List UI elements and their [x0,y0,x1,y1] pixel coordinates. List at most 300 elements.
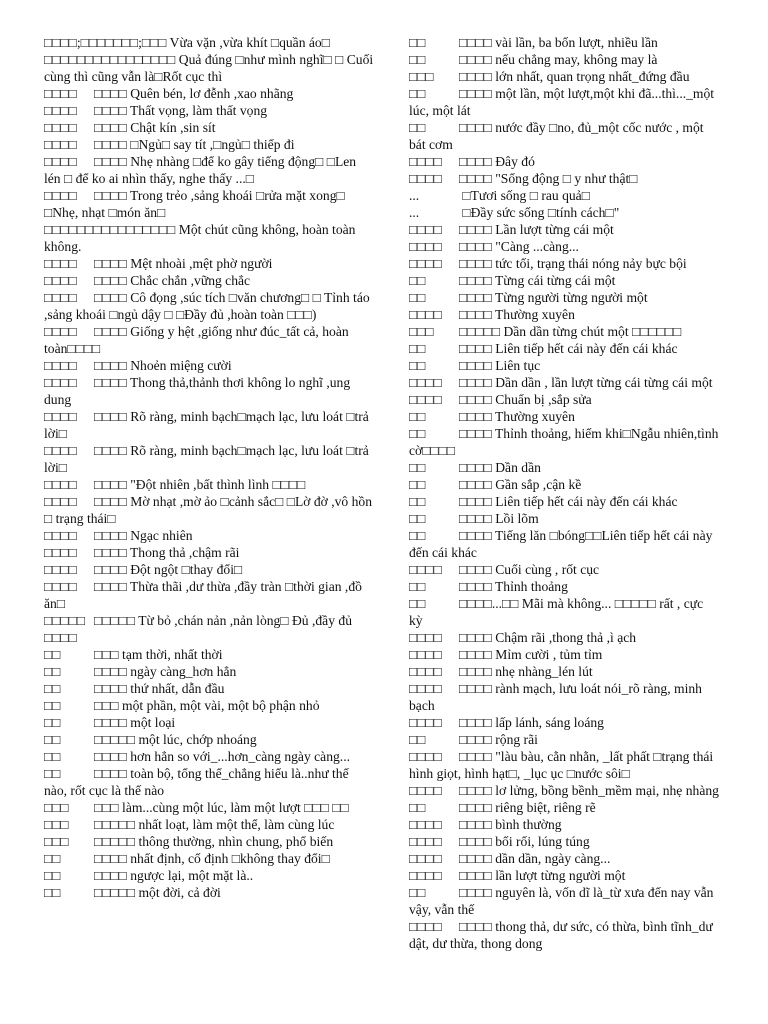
term: □□□□ [409,239,442,254]
vocab-entry [44,255,374,272]
term-reading: □□□□ [459,358,492,373]
term-reading: □□□□ [94,664,127,679]
vocab-entry [44,357,374,374]
term-reading: □□□□ [94,851,127,866]
vocab-entry [409,68,719,85]
vocab-entry [409,527,719,561]
term-reading: □□□□ [94,681,127,696]
vocab-entry [44,272,374,289]
meaning: Nhẹ nhàng □để ko gây tiếng động□ □Len lén □ để ko ai nhìn thấy, nghe thấy ...□ [44,154,357,186]
term: □□□□□□□□ [44,222,110,237]
vocab-entry [409,782,719,799]
term: □□□□ [409,851,442,866]
term: □□□□ [44,545,77,560]
term: □□ [409,528,426,543]
meaning: nước đầy □no, đủ_một cốc nước , một bát cơm [409,120,704,152]
term: □□ [44,681,61,696]
term: □□□□ [44,120,77,135]
meaning: lớn nhất, quan trọng nhất_đứng đầu [491,69,690,84]
meaning: Tiếng lăn □bóng□□Liên tiếp hết cái này đến cái khác [409,528,713,560]
meaning: Rõ ràng, minh bạch□mạch lạc, lưu loát □trả lời□ [44,409,369,441]
term-reading: □□□□ [459,664,492,679]
term: □□ [44,715,61,730]
meaning: Thường xuyên [491,307,575,322]
term-reading: □□□□ [94,137,127,152]
term-reading: □□□□ [459,732,492,747]
term: □□ [409,494,426,509]
vocab-entry [44,221,374,255]
term-reading: □□□□ [459,817,492,832]
vocab-entry [44,748,374,765]
term: □□ [44,749,61,764]
term-reading: □□□□ [94,477,127,492]
vocab-entry [44,867,374,884]
vocab-entry [44,646,374,663]
term-reading: □□□□ [459,52,492,67]
meaning: Dần dần từng chút một □□□□□□ [500,324,682,339]
term: □□□□ [409,171,442,186]
term-reading: □□□□ [459,273,492,288]
vocab-entry [44,833,374,850]
term-reading: □□□□ [459,154,492,169]
term: □□ [409,800,426,815]
term-reading: □□□□□ [94,613,136,628]
vocab-entry [409,850,719,867]
meaning: Gần sắp ,cận kề [491,477,582,492]
meaning: lơ lửng, bồng bềnh_mềm mại, nhẹ nhàng [491,783,719,798]
meaning: thong thả, dư sức, có thừa, bình tĩnh_dư dật, dư thừa, thong dong [409,919,713,951]
vocab-entry [44,714,374,731]
term-reading: □□□□ [459,630,492,645]
meaning: Thừa thãi ,dư thừa ,đầy tràn □thời gian ,đồ ăn□ [44,579,362,611]
meaning: một đời, cả đời [135,885,221,900]
term-reading: □□□□ [94,579,127,594]
vocab-entry [409,493,719,510]
term-reading: □□□□□ [94,885,136,900]
meaning: bình thường [491,817,562,832]
term: □□□□ [44,409,77,424]
vocab-entry [44,442,374,476]
vocab-entry [44,153,374,187]
term-reading: □□□□;□□□ [105,35,167,50]
meaning: Lồi lõm [491,511,539,526]
vocab-entry [44,34,374,51]
vocab-entry [409,748,719,782]
meaning: Thỉnh thoảng, hiếm khi□Ngẫu nhiên,tình cờ□□□□ [409,426,719,458]
term: □□□□□□□□ [44,52,110,67]
vocab-entry [409,680,719,714]
term: □□□□ [409,375,442,390]
vocab-entry [409,34,719,51]
vocab-entry [409,187,719,204]
term-reading: □□□□ [459,35,492,50]
meaning: lần lượt từng người một [491,868,626,883]
term-reading: □□□□ [94,120,127,135]
term: □□□□ [409,834,442,849]
meaning: □Tươi sống □ rau quả□ [459,188,590,203]
meaning: "làu bàu, cằn nhằn, _lất phất □trạng thái hình giọt, hình hạt□, _lục ục □nước sôi□ [409,749,714,781]
term-reading: □□□□ [459,749,492,764]
vocab-entry [409,884,719,918]
vocab-entry [409,425,719,459]
term-reading: □□□□ [94,188,127,203]
vocab-entry [409,731,719,748]
vocab-entry [44,612,374,646]
meaning: nhẹ nhàng_lén lút [491,664,593,679]
meaning: Từng người từng người một [491,290,648,305]
meaning: □Ngủ□ say tít ,□ngủ□ thiếp đi [126,137,295,152]
vocab-entry [44,884,374,901]
term: □□□□ [409,630,442,645]
meaning: Lần lượt từng cái một [491,222,614,237]
vocab-entry [44,102,374,119]
term-reading: □□□□ [459,426,492,441]
term: □□□□;□□□ [44,35,106,50]
term: □□□□ [44,477,77,492]
term: □□□□ [409,749,442,764]
vocab-entry [44,187,374,221]
term-reading: □□□□ [459,800,492,815]
vocab-entry [44,136,374,153]
vocab-entry [44,51,374,85]
vocab-entry [409,714,719,731]
term: □□ [409,511,426,526]
vocab-entry [409,51,719,68]
meaning: ngược lại, một mặt là.. [126,868,254,883]
meaning: toàn bộ, tổng thể_chẳng hiểu là..như thế nào, rốt cục là thế nào [44,766,349,798]
vocab-entry [409,255,719,272]
meaning: Ngạc nhiên [126,528,193,543]
vocab-entry [44,493,374,527]
term: □□ [409,409,426,424]
meaning: một loại [126,715,176,730]
right-column [409,34,719,952]
vocab-entry [409,119,719,153]
term-reading: □□□□ [94,154,127,169]
meaning: Chậm rãi ,thong thả ,ì ạch [491,630,637,645]
term-reading: □□□□ [94,273,127,288]
meaning: bối rối, lúng túng [491,834,590,849]
term-reading: □□□□ [459,868,492,883]
vocab-entry [44,697,374,714]
term: □□□□ [44,375,77,390]
vocab-entry [409,238,719,255]
term-reading: □□□□ [459,171,492,186]
term: □□ [44,664,61,679]
term: □□ [409,273,426,288]
vocab-entry [44,799,374,816]
term-reading: □□□□□ [459,324,501,339]
term: □□□□ [44,579,77,594]
vocab-entry [44,408,374,442]
term-reading: □□□□ [459,783,492,798]
meaning: Thong thả ,chậm rãi [126,545,240,560]
term: □□□□ [44,324,77,339]
term: □□□□ [409,817,442,832]
term: □□ [409,579,426,594]
term: □□□□ [409,868,442,883]
term-reading: □□□ [94,698,119,713]
term: □□□□ [409,715,442,730]
meaning: ngày càng_hơn hẳn [126,664,237,679]
vocab-entry [409,459,719,476]
meaning: Liên tiếp hết cái này đến cái khác [491,494,678,509]
meaning: lấp lánh, sáng loáng [491,715,604,730]
meaning: Cuối cùng , rốt cục [491,562,600,577]
term-reading: □□□□ [459,341,492,356]
term-reading: □□□□ [459,562,492,577]
vocab-entry [409,306,719,323]
term-reading: □□□□ [94,715,127,730]
term: □□□□ [44,86,77,101]
meaning: một phần, một vài, một bộ phận nhỏ [118,698,320,713]
term-reading: □□□□ [459,851,492,866]
vocab-entry [409,867,719,884]
term: □□□□□ [44,613,86,628]
vocab-entry [44,527,374,544]
term: ... [409,188,420,203]
term: □□□ [44,817,69,832]
vocab-entry [44,680,374,697]
term-reading: □□□□ [459,647,492,662]
meaning: Thong thả,thảnh thơi không lo nghĩ ,ung dung [44,375,351,407]
term: □□ [44,732,61,747]
meaning: tức tối, trạng thái nóng nảy bực bội [491,256,687,271]
vocab-entry [409,918,719,952]
meaning: dần dần, ngày càng... [491,851,611,866]
vocab-entry [409,578,719,595]
meaning: Quả đúng □như mình nghĩ□ □ Cuối cùng thì cũng vẫn là□Rốt cục thì [44,52,374,84]
meaning: Dần dần , lần lượt từng cái từng cái một [491,375,713,390]
term: □□ [409,885,426,900]
meaning: Chật kín ,sin sít [126,120,216,135]
term-reading: □□□□ [94,375,127,390]
term-reading: □□□□ [459,579,492,594]
meaning: Quên bén, lơ đễnh ,xao nhãng [126,86,294,101]
vocab-entry [409,374,719,391]
vocab-entry [409,646,719,663]
term-reading: □□□□ [459,834,492,849]
term: □□ [44,647,61,662]
term-reading: □□□□ [94,358,127,373]
meaning: nguyên là, vốn dĩ là_từ xưa đến nay vẫn vậy, vẫn thế [409,885,714,917]
term-reading: □□□□ [94,749,127,764]
term: □□ [409,52,426,67]
meaning: nhất loạt, làm một thể, làm cùng lúc [135,817,335,832]
meaning: Rõ ràng, minh bạch□mạch lạc, lưu loát □trả lời□ [44,443,369,475]
term: □□□□ [409,783,442,798]
term: □□ [409,341,426,356]
meaning: nhất định, cố định □không thay đổi□ [126,851,330,866]
term: □□□□ [409,392,442,407]
term: □□ [44,868,61,883]
term: □□ [409,460,426,475]
meaning: làm...cùng một lúc, làm một lượt □□□ □□ [118,800,349,815]
meaning: tạm thời, nhất thời [118,647,223,662]
term-reading: □□□□□ [94,817,136,832]
term-reading: □□□□ [94,290,127,305]
meaning: Trong trẻo ,sảng khoái □rửa mặt xong□ □Nhẹ, nhạt □món ăn□ [44,188,345,220]
vocab-entry [409,340,719,357]
term-reading: □□□□ [459,120,492,135]
vocab-entry [409,833,719,850]
meaning: Đột ngột □thay đổi□ [126,562,243,577]
meaning: vài lần, ba bốn lượt, nhiều lần [491,35,658,50]
meaning: Thỉnh thoảng [491,579,568,594]
vocab-entry [409,204,719,221]
term-reading: □□□□ [459,885,492,900]
term: □□ [44,851,61,866]
meaning: một lần, một lượt,một khi đã...thì..._một lúc, một lát [409,86,715,118]
term-reading: □□□□ [459,375,492,390]
term-reading: □□□□ [94,868,127,883]
term: □□ [409,596,426,611]
term: □□□□ [409,154,442,169]
vocab-entry [409,816,719,833]
vocab-entry [44,374,374,408]
term-reading: □□□□ [459,596,492,611]
term-reading: □□□□ [459,290,492,305]
vocab-entry [409,153,719,170]
left-column [44,34,374,901]
term: □□□□ [44,273,77,288]
vocab-entry [409,323,719,340]
vocab-entry [409,85,719,119]
vocab-entry [409,595,719,629]
vocab-entry [409,408,719,425]
meaning: Mệt nhoài ,mệt phờ người [126,256,273,271]
meaning: Liên tục [491,358,541,373]
term: □□□ [44,800,69,815]
term: □□□□ [44,528,77,543]
meaning: "Càng ...càng... [491,239,579,254]
term: □□□□ [44,443,77,458]
meaning: Cô đọng ,súc tích □văn chương□ □ Tỉnh táo ,sảng khoái □ngủ dậy □ □Đầy đủ ,hoàn toàn □□□) [44,290,370,322]
term: □□□□ [409,222,442,237]
term: □□□□ [44,358,77,373]
vocab-entry [44,544,374,561]
vocab-entry [44,323,374,357]
term-reading: □□□□ [459,460,492,475]
term-reading: □□□□ [94,86,127,101]
term-reading: □□□□ [94,494,127,509]
meaning: Chắc chắn ,vững chắc [126,273,251,288]
term: □□□□ [44,562,77,577]
term: □□ [409,86,426,101]
meaning: Từng cái từng cái một [491,273,616,288]
term-reading: □□□□ [94,443,127,458]
vocab-entry [44,578,374,612]
meaning: Đây đó [491,154,535,169]
meaning: rành mạch, lưu loát nói_rõ ràng, minh bạch [409,681,702,713]
term: □□□□ [44,290,77,305]
term-reading: □□□□ [459,528,492,543]
meaning: Nhoẻn miệng cười [126,358,232,373]
term-reading: □□□□ [459,86,492,101]
vocab-entry [409,561,719,578]
term-reading: □□□□□□□□ [109,52,176,67]
term-reading: □□□□ [94,766,127,781]
term-reading: □□□□□□□□ [109,222,176,237]
term: □□□□ [409,647,442,662]
term-reading: □□□□ [94,545,127,560]
term: ... [409,205,420,220]
vocab-entry [409,221,719,238]
vocab-entry [44,85,374,102]
term-reading: □□□□ [459,307,492,322]
vocab-entry [44,289,374,323]
term-reading: □□□□ [459,715,492,730]
meaning: riêng biệt, riêng rẽ [491,800,596,815]
meaning: Mờ nhạt ,mờ ảo □cảnh sắc□ □Lờ đờ ,vô hồn □ trạng thái□ [44,494,373,526]
term-reading: □□□ [94,647,119,662]
vocab-entry [409,510,719,527]
meaning: Giống y hệt ,giống như đúc_tất cả, hoàn toàn□□□□ [44,324,349,356]
vocab-entry [409,663,719,680]
term: □□□□ [409,664,442,679]
term-reading: □□□□ [459,222,492,237]
vocab-entry [409,170,719,187]
term-reading: □□□□ [459,477,492,492]
term-reading: □□□□ [94,256,127,271]
term-reading: □□□□ [459,256,492,271]
meaning: Vừa vặn ,vừa khít □quần áo□ [166,35,330,50]
term-reading: □□□□ [459,409,492,424]
meaning: Một chút cũng không, hoàn toàn không. [44,222,356,254]
term-reading: □□□□ [94,324,127,339]
vocab-entry [409,357,719,374]
term-reading: □□□□ [94,528,127,543]
term-reading: □□□□ [459,494,492,509]
term: □□□ [409,324,434,339]
meaning: ...□□ Mãi mà không... □□□□□ rất , cực kỳ [409,596,704,628]
meaning: nếu chẳng may, không may là [491,52,658,67]
meaning: rộng rãi [491,732,538,747]
meaning: Dần dần [491,460,541,475]
term-reading: □□□□ [94,409,127,424]
meaning: Mỉm cười , tủm tỉm [491,647,603,662]
vocab-entry [409,289,719,306]
meaning: Thường xuyên [491,409,575,424]
vocab-entry [44,561,374,578]
term: □□ [409,426,426,441]
vocab-entry [44,850,374,867]
term: □□ [44,885,61,900]
term: □□ [409,120,426,135]
term: □□□□ [44,188,77,203]
vocab-entry [44,476,374,493]
meaning: Chuẩn bị ,sắp sửa [491,392,592,407]
term-reading: □□□□□ [94,834,136,849]
term-reading: □□□□ [459,681,492,696]
term: □□ [409,290,426,305]
vocab-entry [409,476,719,493]
meaning: □Đầy sức sống □tính cách□" [459,205,620,220]
meaning: một lúc, chớp nhoáng [135,732,257,747]
term: □□ [409,732,426,747]
term: □□□□ [44,103,77,118]
term: □□□□ [44,256,77,271]
meaning: thông thường, nhìn chung, phổ biến [135,834,334,849]
term: □□ [409,35,426,50]
term: □□ [409,358,426,373]
term-reading: □□□□ [94,103,127,118]
vocab-entry [44,816,374,833]
term: □□□ [409,69,434,84]
meaning: hơn hẳn so với_...hơn_càng ngày càng... [126,749,351,764]
vocab-entry [409,391,719,408]
term: □□□□ [44,137,77,152]
